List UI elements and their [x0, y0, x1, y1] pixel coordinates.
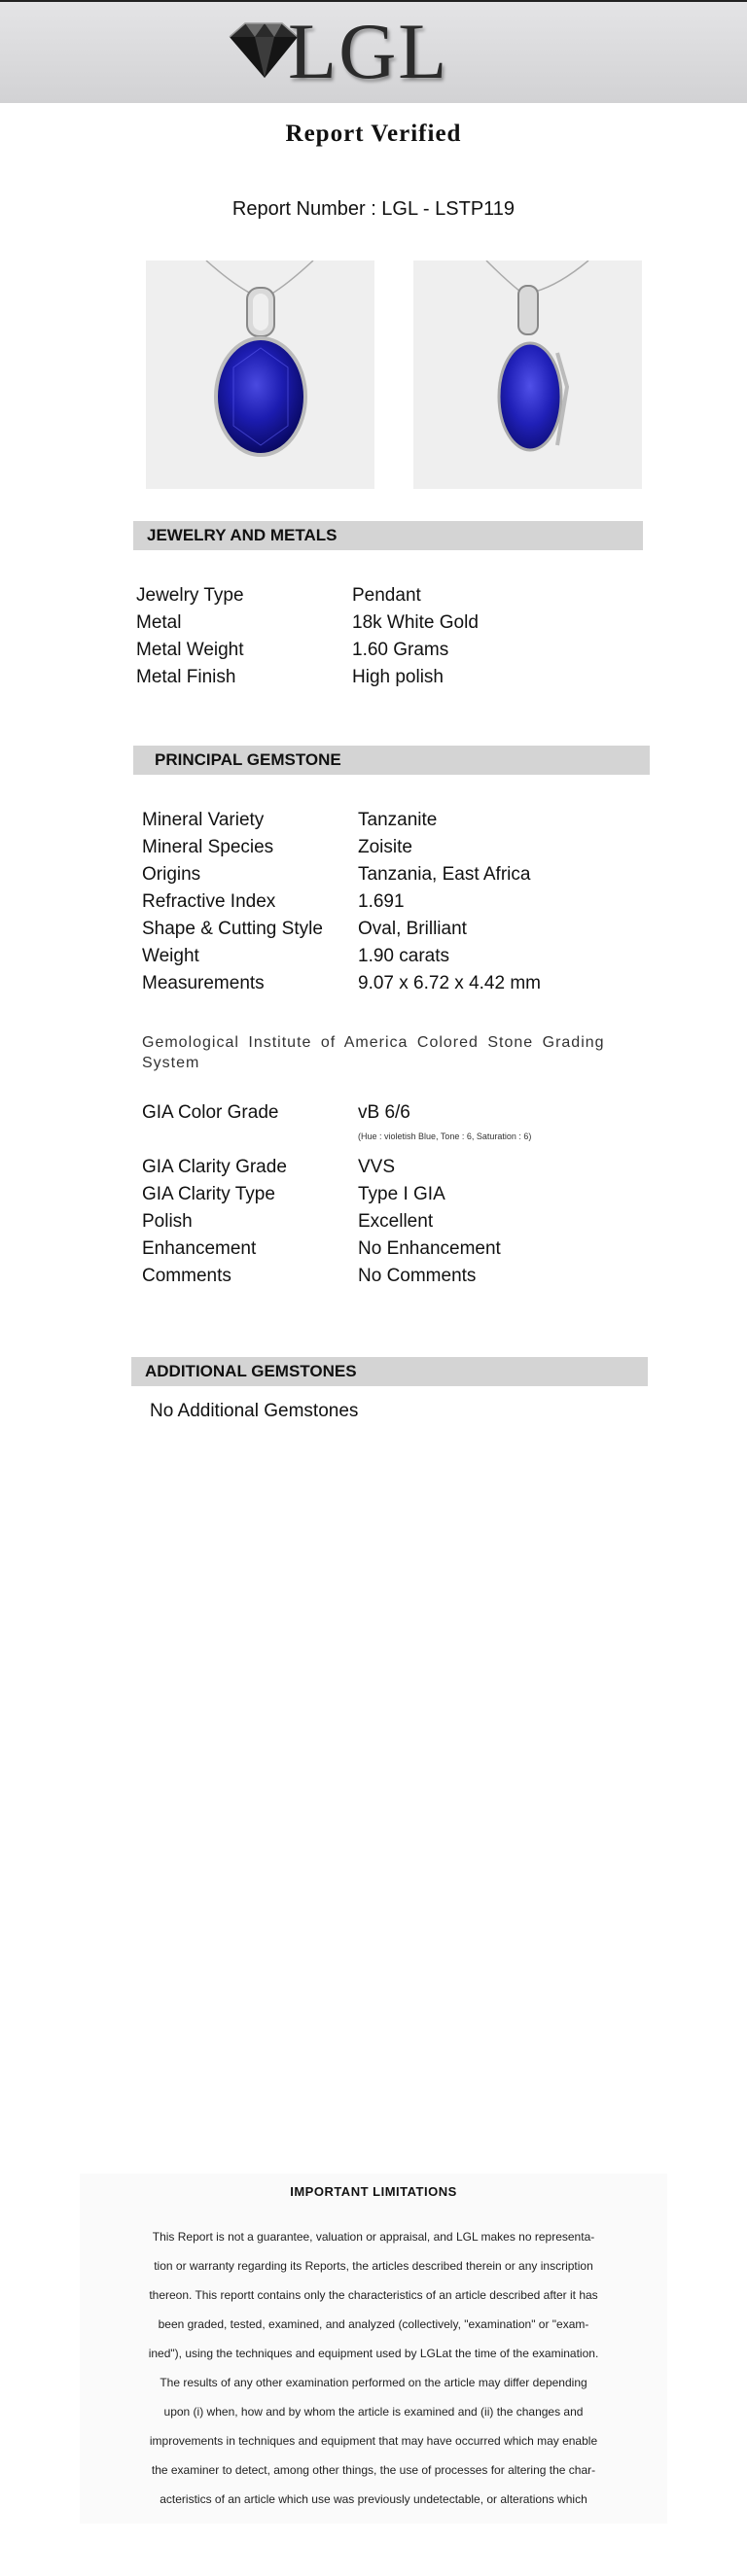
- detail-row: [136, 609, 479, 637]
- detail-value: 9.07 x 6.72 x 4.42 mm: [358, 973, 541, 993]
- detail-label: Measurements: [142, 973, 265, 993]
- detail-value: Tanzania, East Africa: [358, 864, 531, 885]
- detail-value: Tanzanite: [358, 810, 438, 830]
- detail-value: 1.691: [358, 891, 405, 912]
- clarity-details: [142, 1154, 501, 1290]
- detail-label: GIA Clarity Type: [142, 1184, 275, 1204]
- limitations-line: improvements in techniques and equipment that may have occurred which may enable: [149, 2434, 598, 2448]
- detail-value: Oval, Brilliant: [358, 919, 467, 939]
- detail-row: [142, 834, 541, 861]
- detail-row: [142, 888, 541, 916]
- limitations-line: This Report is not a guarantee, valuation or appraisal, and LGL makes no representa-: [152, 2230, 595, 2244]
- logo-text: LGL: [288, 7, 449, 95]
- principal-details: [142, 807, 541, 997]
- detail-label: GIA Color Grade: [142, 1102, 279, 1123]
- detail-row: [142, 1236, 501, 1263]
- detail-value: Pendant: [352, 585, 421, 606]
- detail-label: GIA Clarity Grade: [142, 1157, 287, 1177]
- detail-row: [142, 916, 541, 943]
- detail-row: [142, 807, 541, 834]
- jewelry-details: [136, 582, 479, 691]
- limitations-line: ined"), using the techniques and equipment used by LGLat the time of the examination.: [148, 2347, 599, 2360]
- detail-value: 18k White Gold: [352, 612, 479, 633]
- limitations-line: upon (i) when, how and by whom the article is examined and (ii) the changes and: [163, 2405, 584, 2419]
- page-title: Report Verified: [285, 121, 462, 147]
- detail-value: No Enhancement: [358, 1238, 501, 1259]
- gia-system-text: Gemological Institute of America Colored Stone Grading System: [142, 1034, 605, 1071]
- pendant-front-image: [146, 261, 374, 489]
- section-header-additional: ADDITIONAL GEMSTONES: [131, 1357, 648, 1386]
- detail-value: Zoisite: [358, 837, 412, 857]
- detail-label: Enhancement: [142, 1238, 257, 1259]
- header-banner: [0, 2, 747, 103]
- detail-value: vB 6/6: [358, 1102, 410, 1123]
- report-number: Report Number : LGL - LSTP119: [231, 198, 516, 220]
- detail-row: [136, 582, 479, 609]
- detail-value: 1.90 carats: [358, 946, 449, 966]
- detail-value: Type I GIA: [358, 1184, 445, 1204]
- detail-row: [142, 1099, 531, 1142]
- detail-label: Refractive Index: [142, 891, 276, 912]
- detail-value: High polish: [352, 667, 444, 687]
- detail-row: [142, 1263, 501, 1290]
- limitations-text: [107, 2222, 640, 2514]
- detail-label: Polish: [142, 1211, 193, 1232]
- detail-label: Metal: [136, 612, 182, 633]
- detail-row: [136, 664, 479, 691]
- limitations-line: acteristics of an article which use was previously undetectable, or alterations which: [160, 2492, 587, 2506]
- detail-row: [142, 1208, 501, 1236]
- detail-label: Mineral Variety: [142, 810, 265, 830]
- detail-row: [142, 970, 541, 997]
- detail-label: Jewelry Type: [136, 585, 244, 606]
- additional-gemstones-text: No Additional Gemstones: [150, 1401, 359, 1421]
- detail-row: [142, 943, 541, 970]
- limitations-line: thereon. This reportt contains only the characteristics of an article described after it has: [149, 2288, 598, 2302]
- limitations-line: The results of any other examination performed on the article may differ depending: [160, 2376, 587, 2389]
- color-grade-block: [142, 1099, 531, 1142]
- color-grade-note: (Hue : violetish Blue, Tone : 6, Saturation : 6): [358, 1131, 532, 1141]
- limitations-line: the examiner to detect, among other things, the use of processes for altering the char-: [151, 2463, 596, 2477]
- detail-label: Metal Weight: [136, 640, 244, 660]
- detail-label: Comments: [142, 1266, 231, 1286]
- detail-row: [142, 1154, 501, 1181]
- limitations-line: tion or warranty regarding its Reports, the articles described therein or any inscription: [154, 2259, 593, 2273]
- detail-label: Shape & Cutting Style: [142, 919, 323, 939]
- section-header-principal: PRINCIPAL GEMSTONE: [133, 746, 650, 775]
- detail-row: [142, 1181, 501, 1208]
- pendant-side-image: [413, 261, 642, 489]
- detail-label: Metal Finish: [136, 667, 236, 687]
- detail-value: No Comments: [358, 1266, 477, 1286]
- detail-value: VVS: [358, 1157, 396, 1177]
- detail-value: 1.60 Grams: [352, 640, 449, 660]
- detail-row: [142, 861, 541, 888]
- detail-value: Excellent: [358, 1211, 434, 1232]
- detail-label: Weight: [142, 946, 199, 966]
- limitations-line: been graded, tested, examined, and analyzed (collectively, "examination" or "exam-: [158, 2317, 589, 2331]
- detail-label: Mineral Species: [142, 837, 274, 857]
- section-header-jewelry: JEWELRY AND METALS: [133, 521, 643, 550]
- detail-row: [136, 637, 479, 664]
- limitations-title: IMPORTANT LIMITATIONS: [290, 2184, 457, 2199]
- color-grade-value-group: [358, 1099, 531, 1142]
- detail-label: Origins: [142, 864, 201, 885]
